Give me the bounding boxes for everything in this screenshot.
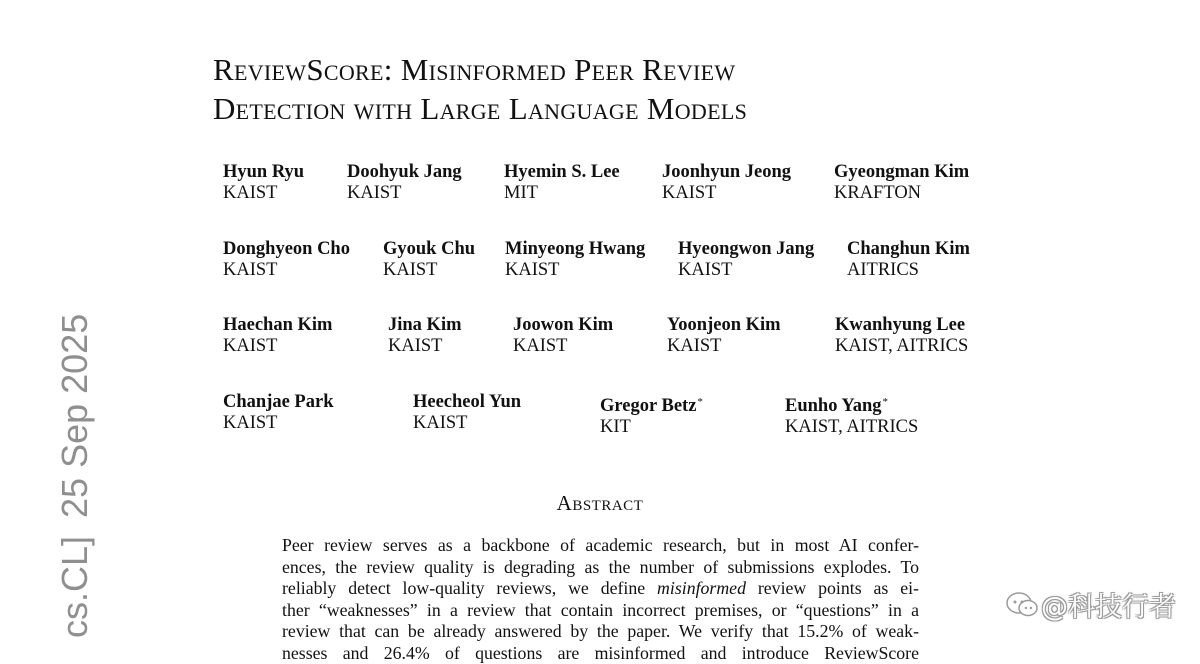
abstract-line: ences, the review quality is degrading as the number of submissions explodes. To: [282, 557, 919, 579]
author: [223, 239, 350, 281]
author-affiliation: KAIST: [223, 260, 350, 281]
author-affiliation: KAIST: [383, 260, 475, 281]
abstract-line: nesses and 26.4% of questions are misinformed and introduce ReviewScore: [282, 643, 919, 664]
author-affiliation: KRAFTON: [834, 183, 969, 204]
author-affiliation: MIT: [504, 183, 620, 204]
author-affiliation: KAIST: [223, 183, 304, 204]
author-name: Changhun Kim: [847, 239, 970, 260]
author-name-text: Eunho Yang: [785, 396, 882, 416]
author: [504, 162, 620, 204]
author: [835, 315, 968, 357]
watermark: [1005, 585, 1176, 624]
author-name: Kwanhyung Lee: [835, 315, 968, 336]
equal-advising-mark: *: [883, 396, 889, 408]
paper-title: [213, 50, 993, 128]
author-name: Donghyeon Cho: [223, 239, 350, 260]
author-name: Yoonjeon Kim: [667, 315, 781, 336]
abstract-line: Peer review serves as a backbone of academic research, but in most AI confer-: [282, 535, 919, 557]
author: [847, 239, 970, 281]
title-line-2: Detection with Large Language Models: [213, 89, 993, 128]
watermark-text: @科技行者: [1041, 585, 1176, 624]
author: [223, 392, 334, 434]
author-name: Haechan Kim: [223, 315, 332, 336]
author-affiliation: AITRICS: [847, 260, 970, 281]
author-affiliation: KIT: [600, 417, 703, 438]
author-affiliation: KAIST, AITRICS: [785, 417, 918, 438]
author-affiliation: KAIST: [513, 336, 613, 357]
emphasis-misinformed: misinformed: [657, 578, 746, 598]
arxiv-identifier-stamp: [57, 314, 93, 638]
author-affiliation: KAIST, AITRICS: [835, 336, 968, 357]
author-name: Doohyuk Jang: [347, 162, 462, 183]
author: [785, 392, 918, 438]
author-name: Heecheol Yun: [413, 392, 521, 413]
title-line-1: ReviewScore: Misinformed Peer Review: [213, 50, 993, 89]
arxiv-category: cs.CL]: [54, 536, 95, 638]
author-name: Joonhyun Jeong: [662, 162, 791, 183]
author-affiliation: KAIST: [223, 336, 332, 357]
author-affiliation: KAIST: [505, 260, 645, 281]
author: [513, 315, 613, 357]
author-affiliation: KAIST: [388, 336, 462, 357]
author: [223, 315, 332, 357]
author-affiliation: KAIST: [667, 336, 781, 357]
author-affiliation: KAIST: [223, 413, 334, 434]
arxiv-date: 25 Sep 2025: [54, 314, 95, 518]
author-name: Hyeongwon Jang: [678, 239, 814, 260]
abstract-line: [282, 578, 919, 600]
author-name: [785, 392, 918, 417]
author-affiliation: KAIST: [347, 183, 462, 204]
abstract-heading: Abstract: [0, 491, 1200, 516]
author: [667, 315, 781, 357]
author-affiliation: KAIST: [662, 183, 791, 204]
author-name: Joowon Kim: [513, 315, 613, 336]
author-name: Jina Kim: [388, 315, 462, 336]
abstract-line-part: review points as ei-: [758, 578, 919, 598]
author-name: Chanjae Park: [223, 392, 334, 413]
author: [388, 315, 462, 357]
author-name: [600, 392, 703, 417]
equal-advising-mark: *: [697, 396, 703, 408]
author: [678, 239, 814, 281]
author: [662, 162, 791, 204]
abstract-line: ther “weaknesses” in a review that contain incorrect premises, or “questions” in a: [282, 600, 919, 622]
author-name: Gyeongman Kim: [834, 162, 969, 183]
author-name: Minyeong Hwang: [505, 239, 645, 260]
abstract-body: [282, 535, 919, 664]
author-affiliation: KAIST: [678, 260, 814, 281]
author-name: Hyun Ryu: [223, 162, 304, 183]
author-affiliation: KAIST: [413, 413, 521, 434]
author: [383, 239, 475, 281]
abstract-line: review that can be already answered by the paper. We verify that 15.2% of weak-: [282, 621, 919, 643]
author: [600, 392, 703, 438]
author-name: Hyemin S. Lee: [504, 162, 620, 183]
chat-bubble-icon: [1005, 590, 1039, 620]
author: [505, 239, 645, 281]
author: [223, 162, 304, 204]
author-name: Gyouk Chu: [383, 239, 475, 260]
author: [347, 162, 462, 204]
author: [834, 162, 969, 204]
abstract-line-part: reliably detect low-quality reviews, we define: [282, 578, 645, 598]
author-name-text: Gregor Betz: [600, 396, 696, 416]
author: [413, 392, 521, 434]
